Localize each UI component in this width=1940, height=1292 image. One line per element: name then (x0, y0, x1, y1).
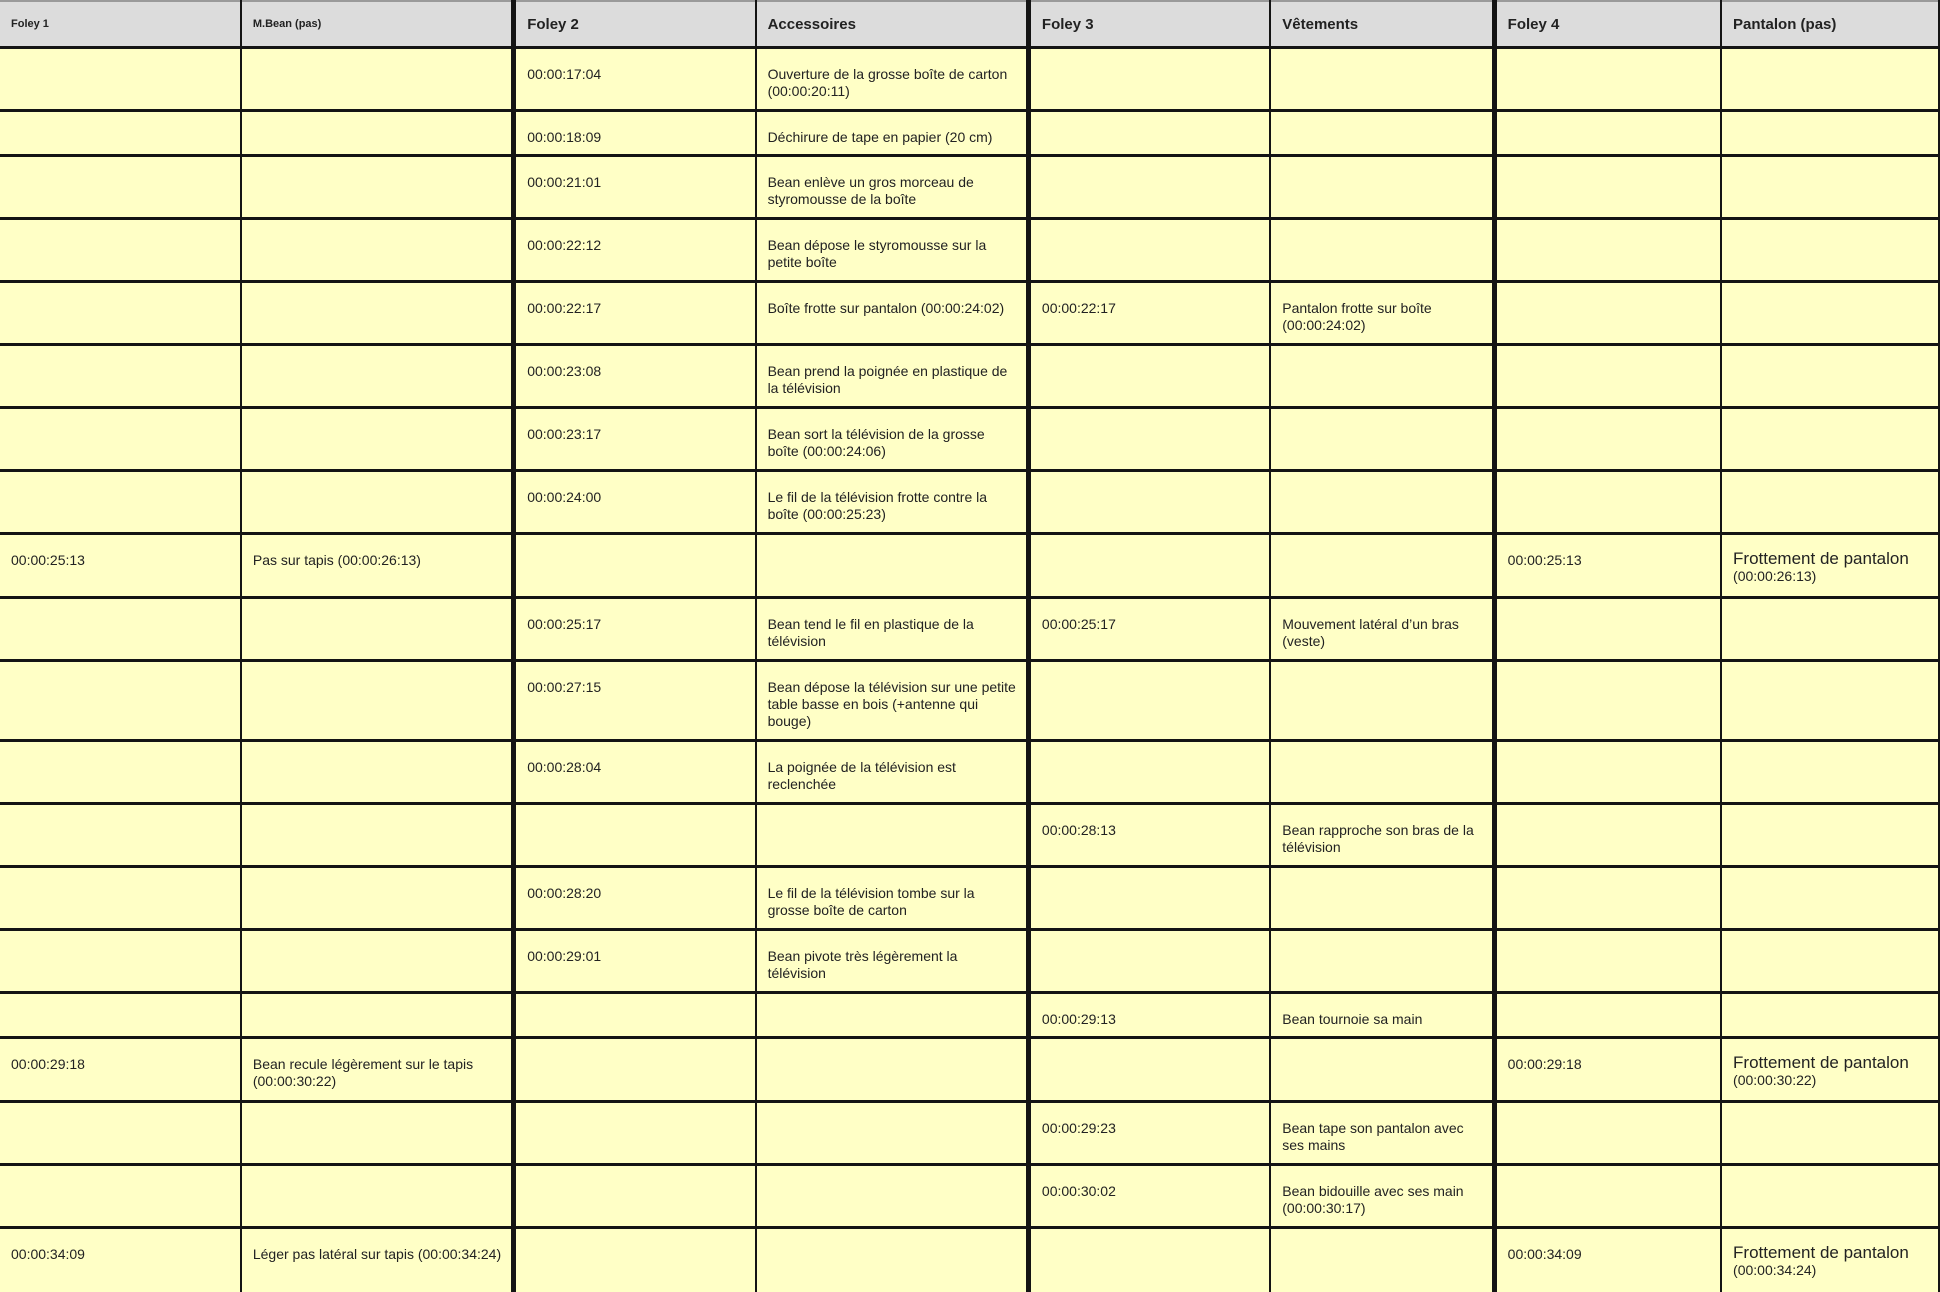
foley-3-time-cell: 00:00:25:17 (1028, 598, 1270, 661)
foley-3-time-cell: 00:00:30:02 (1028, 1165, 1270, 1228)
pantalon-pas-cell (1721, 1165, 1939, 1228)
mbean-pas-cell (241, 408, 514, 471)
foley-4-time-cell: 00:00:34:09 (1494, 1228, 1721, 1292)
foley-1-time-cell (0, 804, 241, 867)
mbean-pas-cell (241, 345, 514, 408)
vetements-cell: Mouvement latéral d’un bras (veste) (1270, 598, 1494, 661)
foley-2-time-cell: 00:00:25:17 (514, 598, 756, 661)
accessoires-cell: Bean dépose la télévision sur une petite table basse en bois (+antenne qui bouge) (756, 661, 1029, 741)
foley-3-time-cell (1028, 471, 1270, 534)
mbean-pas-cell (241, 598, 514, 661)
foley-1-time-cell (0, 345, 241, 408)
accessoires-cell: Bean dépose le styromousse sur la petite boîte (756, 219, 1029, 282)
cue-row (0, 345, 1939, 408)
pantalon-pas-cell (1721, 345, 1939, 408)
cue-row (0, 111, 1939, 156)
foley-4-time-cell (1494, 219, 1721, 282)
pantalon-pas-cell (1721, 741, 1939, 804)
foley-4-time-cell: 00:00:29:18 (1494, 1038, 1721, 1102)
cue-row (0, 1102, 1939, 1165)
accessoires-cell: La poignée de la télévision est reclenchée (756, 741, 1029, 804)
foley-1-time-cell (0, 408, 241, 471)
mbean-pas-cell (241, 48, 514, 111)
foley-2-time-cell: 00:00:22:12 (514, 219, 756, 282)
accessoires-cell: Bean enlève un gros morceau de styromousse de la boîte (756, 156, 1029, 219)
foley-3-time-cell (1028, 219, 1270, 282)
vetements-cell (1270, 345, 1494, 408)
accessoires-cell (756, 1102, 1029, 1165)
accessoires-cell: Ouverture de la grosse boîte de carton (00:00:20:11) (756, 48, 1029, 111)
foley-2-time-cell: 00:00:18:09 (514, 111, 756, 156)
cue-row (0, 930, 1939, 993)
accessoires-cell (756, 993, 1029, 1038)
foley-3-time-cell (1028, 408, 1270, 471)
cue-row (0, 661, 1939, 741)
foley-4-time-cell (1494, 156, 1721, 219)
accessoires-cell: Bean prend la poignée en plastique de la télévision (756, 345, 1029, 408)
mbean-pas-cell (241, 867, 514, 930)
foley-4-time-cell (1494, 741, 1721, 804)
cue-row (0, 282, 1939, 345)
vetements-cell (1270, 48, 1494, 111)
foley-3-time-cell (1028, 534, 1270, 598)
foley-3-time-cell (1028, 867, 1270, 930)
foley-3-time-cell (1028, 741, 1270, 804)
pantalon-pas-cell (1721, 993, 1939, 1038)
foley-3-time-cell (1028, 930, 1270, 993)
accessoires-cell: Le fil de la télévision frotte contre la boîte (00:00:25:23) (756, 471, 1029, 534)
foley-1-time-cell (0, 111, 241, 156)
mbean-pas-cell (241, 282, 514, 345)
header-vetements: Vêtements (1270, 1, 1494, 48)
vetements-cell: Pantalon frotte sur boîte (00:00:24:02) (1270, 282, 1494, 345)
foley-2-time-cell: 00:00:17:04 (514, 48, 756, 111)
foley-2-time-cell: 00:00:29:01 (514, 930, 756, 993)
accessoires-cell (756, 804, 1029, 867)
vetements-cell (1270, 741, 1494, 804)
foley-3-time-cell (1028, 1228, 1270, 1292)
foley-2-time-cell (514, 1228, 756, 1292)
mbean-pas-cell (241, 219, 514, 282)
foley-4-time-cell (1494, 930, 1721, 993)
pantalon-pas-cell (1721, 219, 1939, 282)
pantalon-pas-cell (1721, 111, 1939, 156)
foley-2-time-cell: 00:00:27:15 (514, 661, 756, 741)
vetements-cell (1270, 219, 1494, 282)
mbean-pas-cell (241, 930, 514, 993)
pantalon-timecode: (00:00:30:22) (1733, 1072, 1817, 1088)
foley-4-time-cell (1494, 993, 1721, 1038)
pantalon-pas-cell (1721, 156, 1939, 219)
accessoires-cell (756, 1038, 1029, 1102)
foley-4-time-cell (1494, 598, 1721, 661)
mbean-pas-cell (241, 741, 514, 804)
pantalon-text: Frottement de pantalon (1733, 1243, 1909, 1262)
foley-3-time-cell: 00:00:28:13 (1028, 804, 1270, 867)
foley-4-time-cell (1494, 1102, 1721, 1165)
pantalon-pas-cell (1721, 534, 1939, 598)
vetements-cell (1270, 471, 1494, 534)
foley-3-time-cell (1028, 48, 1270, 111)
foley-1-time-cell (0, 1165, 241, 1228)
pantalon-pas-cell (1721, 471, 1939, 534)
foley-3-time-cell (1028, 661, 1270, 741)
mbean-pas-cell (241, 471, 514, 534)
foley-1-time-cell (0, 661, 241, 741)
cue-row (0, 48, 1939, 111)
foley-4-time-cell (1494, 867, 1721, 930)
foley-4-time-cell (1494, 471, 1721, 534)
header-foley-2: Foley 2 (514, 1, 756, 48)
foley-3-time-cell (1028, 111, 1270, 156)
foley-4-time-cell (1494, 282, 1721, 345)
cue-row (0, 804, 1939, 867)
foley-2-time-cell (514, 804, 756, 867)
header-foley-4: Foley 4 (1494, 1, 1721, 48)
header-mbean-pas: M.Bean (pas) (241, 1, 514, 48)
header-pantalon-pas: Pantalon (pas) (1721, 1, 1939, 48)
cue-row (0, 598, 1939, 661)
foley-2-time-cell (514, 1165, 756, 1228)
vetements-cell (1270, 156, 1494, 219)
pantalon-pas-cell (1721, 867, 1939, 930)
header-foley-1: Foley 1 (0, 1, 241, 48)
foley-1-time-cell (0, 219, 241, 282)
pantalon-timecode: (00:00:26:13) (1733, 568, 1817, 584)
vetements-cell (1270, 1038, 1494, 1102)
pantalon-pas-cell (1721, 1038, 1939, 1102)
vetements-cell (1270, 867, 1494, 930)
foley-4-time-cell (1494, 1165, 1721, 1228)
accessoires-cell: Le fil de la télévision tombe sur la grosse boîte de carton (756, 867, 1029, 930)
foley-4-time-cell (1494, 408, 1721, 471)
foley-3-time-cell (1028, 156, 1270, 219)
vetements-cell (1270, 408, 1494, 471)
pantalon-pas-cell (1721, 804, 1939, 867)
foley-4-time-cell (1494, 345, 1721, 408)
pantalon-pas-cell (1721, 661, 1939, 741)
foley-2-time-cell (514, 993, 756, 1038)
pantalon-pas-cell (1721, 1228, 1939, 1292)
cue-row (0, 156, 1939, 219)
foley-2-time-cell: 00:00:24:00 (514, 471, 756, 534)
vetements-cell: Bean rapproche son bras de la télévision (1270, 804, 1494, 867)
accessoires-cell: Bean sort la télévision de la grosse boîte (00:00:24:06) (756, 408, 1029, 471)
foley-4-time-cell: 00:00:25:13 (1494, 534, 1721, 598)
foley-2-time-cell: 00:00:22:17 (514, 282, 756, 345)
mbean-pas-cell (241, 1102, 514, 1165)
foley-2-time-cell: 00:00:21:01 (514, 156, 756, 219)
mbean-pas-cell (241, 804, 514, 867)
vetements-cell (1270, 661, 1494, 741)
cue-row (0, 471, 1939, 534)
vetements-cell (1270, 930, 1494, 993)
header-accessoires: Accessoires (756, 1, 1029, 48)
foley-1-time-cell (0, 930, 241, 993)
cue-row (0, 219, 1939, 282)
pantalon-pas-cell (1721, 282, 1939, 345)
foley-1-time-cell (0, 282, 241, 345)
pantalon-pas-cell (1721, 598, 1939, 661)
foley-1-time-cell: 00:00:25:13 (0, 534, 241, 598)
cue-row (0, 408, 1939, 471)
foley-1-time-cell (0, 741, 241, 804)
cue-rows (0, 48, 1939, 1292)
foley-2-time-cell (514, 1102, 756, 1165)
accessoires-cell (756, 1228, 1029, 1292)
foley-1-time-cell (0, 598, 241, 661)
cue-row (0, 741, 1939, 804)
mbean-pas-cell: Pas sur tapis (00:00:26:13) (241, 534, 514, 598)
pantalon-pas-cell (1721, 408, 1939, 471)
pantalon-pas-cell (1721, 48, 1939, 111)
foley-4-time-cell (1494, 661, 1721, 741)
foley-4-time-cell (1494, 111, 1721, 156)
mbean-pas-cell: Léger pas latéral sur tapis (00:00:34:24) (241, 1228, 514, 1292)
foley-1-time-cell: 00:00:29:18 (0, 1038, 241, 1102)
vetements-cell (1270, 111, 1494, 156)
foley-1-time-cell (0, 156, 241, 219)
foley-2-time-cell: 00:00:23:08 (514, 345, 756, 408)
cue-row (0, 1228, 1939, 1292)
vetements-cell: Bean tape son pantalon avec ses mains (1270, 1102, 1494, 1165)
foley-1-time-cell (0, 1102, 241, 1165)
pantalon-text: Frottement de pantalon (1733, 1053, 1909, 1072)
foley-2-time-cell (514, 534, 756, 598)
foley-1-time-cell (0, 867, 241, 930)
foley-1-time-cell (0, 471, 241, 534)
header-foley-3: Foley 3 (1028, 1, 1270, 48)
vetements-cell: Bean tournoie sa main (1270, 993, 1494, 1038)
accessoires-cell (756, 534, 1029, 598)
foley-2-time-cell: 00:00:28:20 (514, 867, 756, 930)
accessoires-cell: Boîte frotte sur pantalon (00:00:24:02) (756, 282, 1029, 345)
foley-2-time-cell (514, 1038, 756, 1102)
cue-row (0, 993, 1939, 1038)
foley-3-time-cell: 00:00:22:17 (1028, 282, 1270, 345)
pantalon-timecode: (00:00:34:24) (1733, 1262, 1817, 1278)
cue-row (0, 1165, 1939, 1228)
accessoires-cell: Bean tend le fil en plastique de la télévision (756, 598, 1029, 661)
pantalon-pas-cell (1721, 930, 1939, 993)
vetements-cell: Bean bidouille avec ses main (00:00:30:17) (1270, 1165, 1494, 1228)
accessoires-cell: Bean pivote très légèrement la télévision (756, 930, 1029, 993)
pantalon-text: Frottement de pantalon (1733, 549, 1909, 568)
cue-row (0, 534, 1939, 598)
foley-3-time-cell (1028, 1038, 1270, 1102)
accessoires-cell (756, 1165, 1029, 1228)
foley-2-time-cell: 00:00:28:04 (514, 741, 756, 804)
header-row (0, 1, 1939, 48)
foley-3-time-cell: 00:00:29:13 (1028, 993, 1270, 1038)
mbean-pas-cell (241, 156, 514, 219)
foley-4-time-cell (1494, 48, 1721, 111)
foley-4-time-cell (1494, 804, 1721, 867)
pantalon-pas-cell (1721, 1102, 1939, 1165)
foley-3-time-cell: 00:00:29:23 (1028, 1102, 1270, 1165)
foley-1-time-cell: 00:00:34:09 (0, 1228, 241, 1292)
cue-row (0, 867, 1939, 930)
foley-2-time-cell: 00:00:23:17 (514, 408, 756, 471)
mbean-pas-cell (241, 993, 514, 1038)
mbean-pas-cell (241, 661, 514, 741)
foley-1-time-cell (0, 48, 241, 111)
accessoires-cell: Déchirure de tape en papier (20 cm) (756, 111, 1029, 156)
vetements-cell (1270, 1228, 1494, 1292)
mbean-pas-cell: Bean recule légèrement sur le tapis (00:00:30:22) (241, 1038, 514, 1102)
vetements-cell (1270, 534, 1494, 598)
mbean-pas-cell (241, 1165, 514, 1228)
foley-1-time-cell (0, 993, 241, 1038)
cue-row (0, 1038, 1939, 1102)
foley-3-time-cell (1028, 345, 1270, 408)
mbean-pas-cell (241, 111, 514, 156)
